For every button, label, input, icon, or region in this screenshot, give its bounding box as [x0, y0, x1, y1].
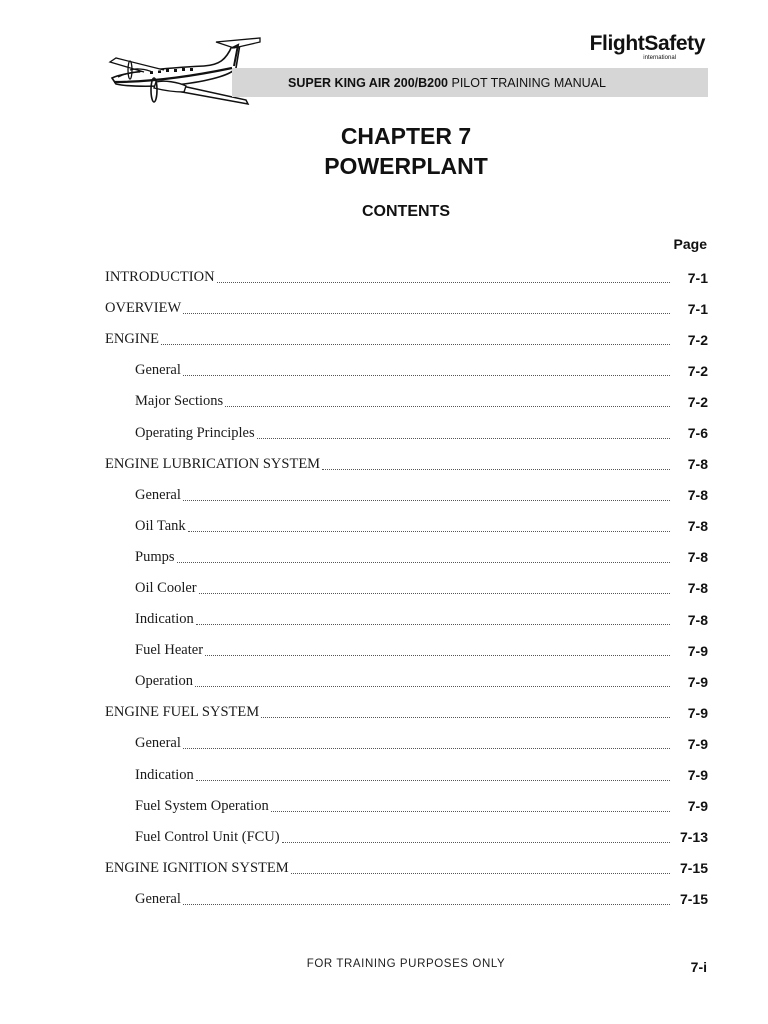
dot-leader — [196, 623, 670, 625]
toc-entry-title: Oil Tank — [135, 517, 186, 534]
dot-leader — [217, 281, 670, 283]
dot-leader — [261, 716, 670, 718]
toc-entry-title: OVERVIEW — [105, 300, 182, 317]
dot-leader — [188, 530, 670, 532]
toc-entry[interactable] — [105, 386, 708, 417]
toc-entry-page: 7-2 — [687, 331, 708, 348]
dot-leader — [183, 374, 670, 376]
toc-entry-page: 7-8 — [687, 487, 708, 504]
toc-entry[interactable] — [105, 324, 708, 355]
footer-notice: FOR TRAINING PURPOSES ONLY — [306, 958, 506, 970]
toc-entry-title: Indication — [135, 766, 194, 783]
toc-entry-page: 7-15 — [679, 860, 708, 877]
toc-entry[interactable] — [105, 604, 708, 635]
aircraft-model: SUPER KING AIR 200/B200 — [288, 75, 449, 90]
dot-leader — [196, 779, 670, 781]
toc-entry[interactable] — [105, 480, 708, 511]
toc-entry[interactable] — [105, 355, 708, 386]
toc-entry-page: 7-9 — [687, 767, 708, 784]
toc-entry-page: 7-8 — [687, 611, 708, 628]
dot-leader — [183, 903, 670, 905]
toc-entry-title: General — [135, 735, 181, 752]
dot-leader — [199, 592, 670, 594]
toc-entry-page: 7-2 — [687, 393, 708, 410]
toc-entry-page: 7-1 — [687, 300, 708, 317]
toc-entry-title: Pumps — [135, 548, 175, 565]
toc-entry-title: Fuel System Operation — [135, 797, 269, 814]
toc-entry[interactable] — [105, 884, 708, 915]
toc-entry[interactable] — [105, 635, 708, 666]
dot-leader — [257, 437, 670, 439]
toc-entry-title: Major Sections — [135, 393, 224, 410]
dot-leader — [322, 468, 670, 470]
toc-entry-title: ENGINE IGNITION SYSTEM — [105, 859, 289, 876]
toc-entry-title: General — [135, 362, 181, 379]
toc-entry-title: Fuel Heater — [135, 642, 204, 659]
toc-entry[interactable] — [105, 573, 708, 604]
dot-leader — [271, 810, 670, 812]
toc-entry-page: 7-6 — [687, 425, 708, 442]
toc-entry[interactable] — [105, 666, 708, 697]
toc-entry[interactable] — [105, 853, 708, 884]
contents-heading: CONTENTS — [362, 203, 450, 220]
toc-entry-page: 7-9 — [687, 704, 708, 721]
toc-entry-page: 7-8 — [687, 456, 708, 473]
dot-leader — [183, 747, 670, 749]
toc-entry-page: 7-8 — [687, 549, 708, 566]
toc-entry-page: 7-9 — [687, 735, 708, 752]
toc-entry-title: Fuel Control Unit (FCU) — [135, 828, 280, 845]
manual-type: PILOT TRAINING MANUAL — [448, 75, 606, 90]
toc-entry[interactable] — [105, 262, 708, 293]
toc-entry[interactable] — [105, 791, 708, 822]
toc-entry-page: 7-9 — [687, 642, 708, 659]
toc-entry[interactable] — [105, 293, 708, 324]
toc-entry[interactable] — [105, 728, 708, 759]
page-column-heading: Page — [673, 236, 707, 252]
toc-entry-page: 7-9 — [687, 798, 708, 815]
chapter-number: CHAPTER 7 — [340, 123, 472, 149]
toc-entry-page: 7-2 — [687, 362, 708, 379]
toc-entry-title: ENGINE FUEL SYSTEM — [105, 704, 260, 721]
toc-entry-title: ENGINE LUBRICATION SYSTEM — [105, 455, 321, 472]
toc-entry[interactable] — [105, 760, 708, 791]
dot-leader — [195, 685, 670, 687]
toc-entry-page: 7-15 — [679, 891, 708, 908]
table-of-contents — [105, 262, 708, 915]
toc-entry-page: 7-9 — [687, 673, 708, 690]
toc-entry[interactable] — [105, 822, 708, 853]
brand-subtitle: international — [643, 55, 676, 61]
dot-leader — [183, 499, 670, 501]
dot-leader — [291, 872, 670, 874]
toc-entry[interactable] — [105, 449, 708, 480]
dot-leader — [161, 343, 670, 345]
toc-entry-title: ENGINE — [105, 331, 159, 348]
dot-leader — [183, 312, 670, 314]
toc-entry-title: Oil Cooler — [135, 579, 197, 596]
toc-entry-title: General — [135, 890, 181, 907]
toc-entry[interactable] — [105, 511, 708, 542]
toc-entry-page: 7-8 — [687, 518, 708, 535]
toc-entry[interactable] — [105, 542, 708, 573]
toc-entry-title: Operation — [135, 673, 193, 690]
footer-page-number: 7-i — [690, 959, 707, 975]
toc-entry[interactable] — [105, 417, 708, 448]
dot-leader — [282, 841, 670, 843]
toc-entry[interactable] — [105, 697, 708, 728]
brand-logo: FlightSafety — [589, 32, 705, 55]
toc-entry-title: INTRODUCTION — [105, 269, 215, 286]
dot-leader — [225, 405, 670, 407]
dot-leader — [205, 654, 670, 656]
toc-entry-page: 7-1 — [687, 269, 708, 286]
chapter-name: POWERPLANT — [324, 153, 488, 179]
toc-entry-title: Indication — [135, 611, 194, 628]
manual-title-banner — [232, 68, 708, 97]
toc-entry-page: 7-8 — [687, 580, 708, 597]
dot-leader — [177, 561, 671, 563]
toc-entry-title: Operating Principles — [135, 424, 255, 441]
toc-entry-title: General — [135, 486, 181, 503]
toc-entry-page: 7-13 — [679, 829, 708, 846]
